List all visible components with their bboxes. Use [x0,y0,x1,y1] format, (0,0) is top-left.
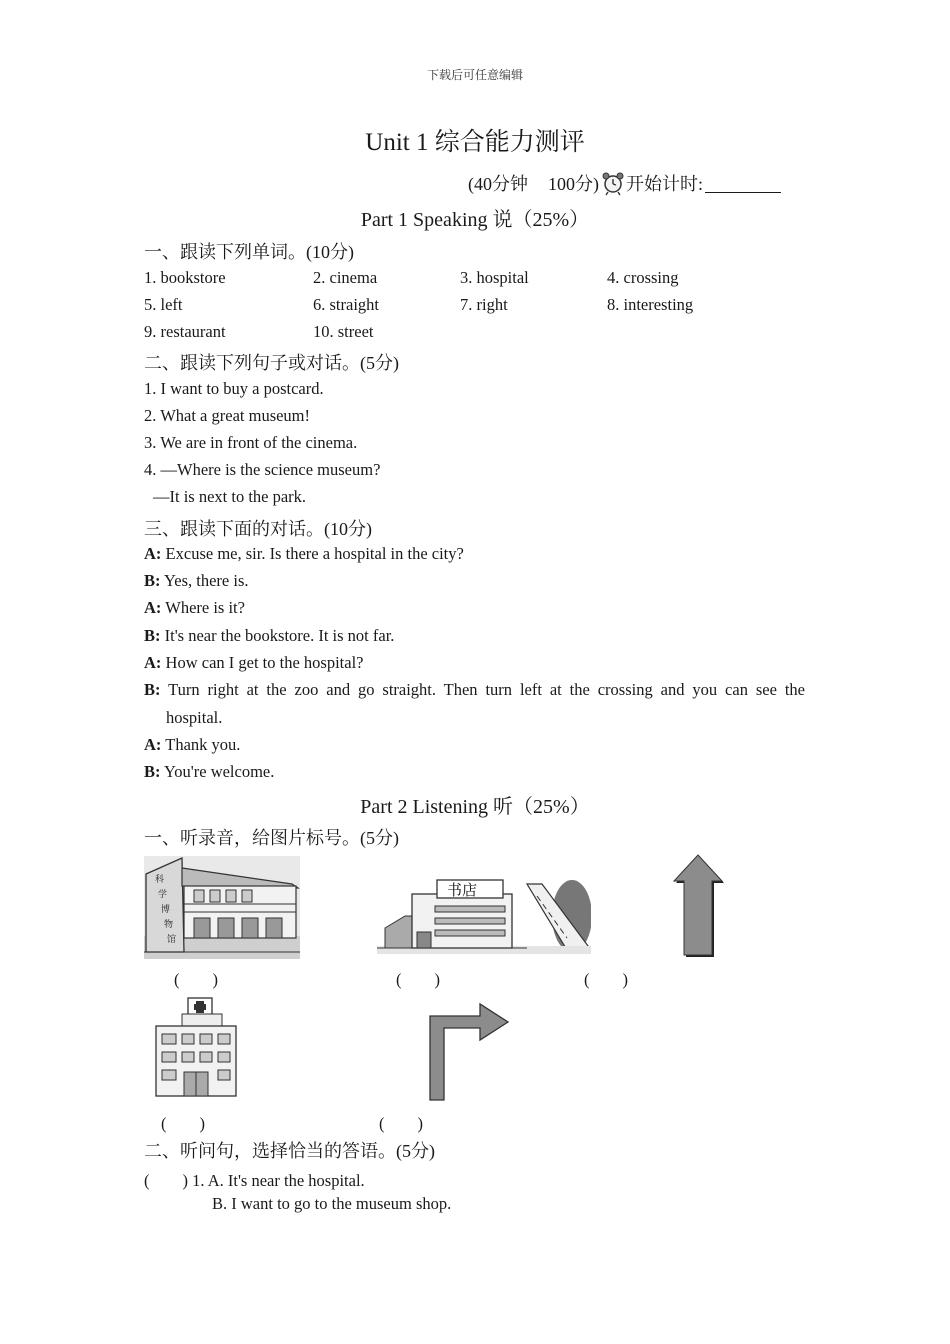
duration-text: (40分钟 [468,174,528,194]
timer-blank[interactable] [705,174,781,193]
arrow-straight-icon [672,853,726,959]
sentence-item: 1. I want to buy a postcard. [144,379,324,398]
dialogue-continuation: hospital. [166,708,223,727]
answer-blank[interactable]: ( ) [144,1171,188,1190]
part2-section2-heading: 二、听问句，选择恰当的答语。(5分) [144,1141,435,1161]
speaker: A: [144,598,162,617]
option-b: B. I want to go to the museum shop. [212,1194,452,1213]
dialogue-line: B: Turn right at the zoo and go straight. Then turn left at the crossing and you can see the [144,680,805,699]
speaker: B: [144,571,161,590]
bookstore-icon [377,876,591,954]
part1-title: Part 1 Speaking 说（25%） [360,209,590,231]
arrow-turn-right-icon [424,1002,512,1102]
sentence-item: —It is next to the park. [153,487,307,506]
picture-blank-4[interactable]: ( ) [161,1114,205,1133]
museum-sign-char: 学 [158,890,168,900]
word-item: 8. interesting [607,295,694,314]
word-item: 10. street [313,322,374,341]
part2-title: Part 2 Listening 听（25%） [360,796,590,818]
word-item: 7. right [460,295,508,314]
dialogue-line: A: Excuse me, sir. Is there a hospital in the city? [144,544,464,563]
time-info [468,170,781,196]
speaker: A: [144,653,162,672]
word-item: 3. hospital [460,268,529,287]
word-item: 2. cinema [313,268,378,287]
option-a: A. It's near the hospital. [207,1171,365,1190]
dialogue-line: A: Thank you. [144,735,241,754]
part1-section2-heading: 二、跟读下列句子或对话。(5分) [144,353,399,373]
header-note: 下载后可任意编辑 [426,68,523,82]
word-item: 5. left [144,295,183,314]
sentence-item: 2. What a great museum! [144,406,311,425]
speaker: B: [144,762,161,781]
science-museum-icon [144,856,300,959]
word-item: 6. straight [313,295,379,314]
dialogue-line: A: Where is it? [144,598,245,617]
part2-section1-heading: 一、听录音，给图片标号。(5分) [144,828,399,848]
bookstore-sign: 书店 [447,881,478,899]
score-text: 100分) [548,174,599,194]
timer-label: 开始计时: [626,174,704,194]
museum-sign-char: 科 [155,875,165,885]
picture-blank-1[interactable]: ( ) [174,970,218,989]
part1-section3-heading: 三、跟读下面的对话。(10分) [144,519,372,539]
picture-blank-5[interactable]: ( ) [379,1114,423,1133]
museum-sign-char: 博 [161,905,171,915]
picture-blank-2[interactable]: ( ) [396,970,440,989]
alarm-clock-icon [601,171,625,197]
word-item: 9. restaurant [144,322,226,341]
picture-blank-3[interactable]: ( ) [584,970,628,989]
speaker: A: [144,544,162,563]
museum-sign-char: 物 [164,920,174,930]
dialogue-line: B: Yes, there is. [144,571,249,590]
word-item: 4. crossing [607,268,679,287]
dialogue-line: A: How can I get to the hospital? [144,653,364,672]
dialogue-line: B: It's near the bookstore. It is not far. [144,626,395,645]
speaker: B: [144,680,161,699]
word-item: 1. bookstore [144,268,226,287]
question-1: ( ) 1. A. It's near the hospital. [144,1171,365,1190]
part1-section1-heading: 一、跟读下列单词。(10分) [144,242,354,262]
sentence-item: 4. —Where is the science museum? [144,460,381,479]
speaker: A: [144,735,162,754]
page-title: Unit 1 综合能力测评 [365,129,585,156]
sentence-item: 3. We are in front of the cinema. [144,433,358,452]
speaker: B: [144,626,161,645]
hospital-icon [154,996,238,1100]
dialogue-line: B: You're welcome. [144,762,275,781]
museum-sign-char: 馆 [167,935,177,945]
